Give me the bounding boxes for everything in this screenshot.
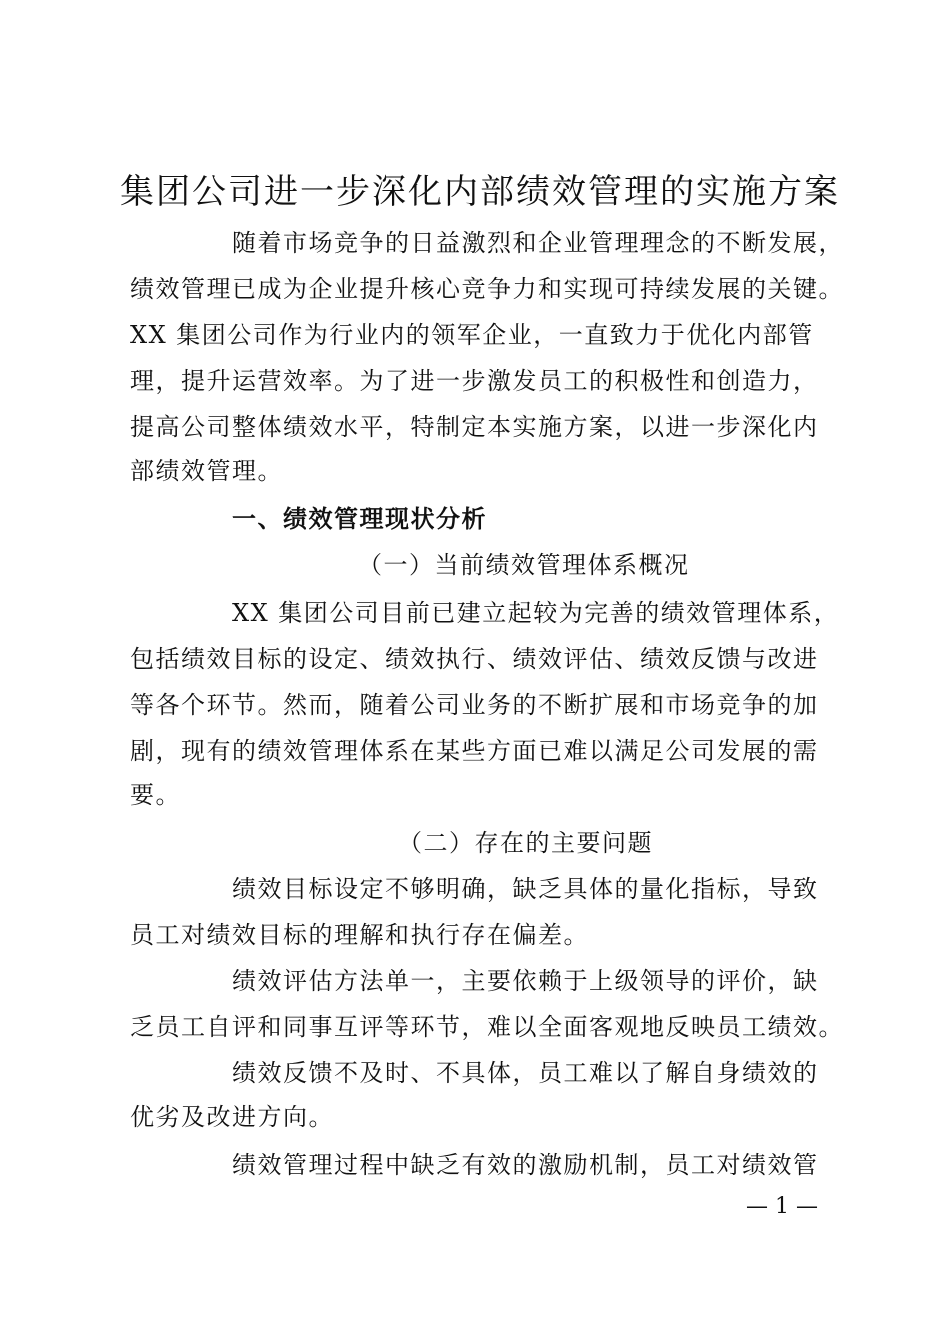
sub2-p1-line-2: 员工对绩效目标的理解和执行存在偏差。	[130, 921, 589, 949]
intro-line-2: 绩效管理已成为企业提升核心竞争力和实现可持续发展的关键。	[130, 275, 844, 303]
intro-line-3: XX 集团公司作为行业内的领军企业，一直致力于优化内部管	[130, 321, 814, 349]
sub2-p3-line-2: 优劣及改进方向。	[130, 1103, 334, 1131]
subsection-heading-2: （二）存在的主要问题	[398, 829, 653, 857]
sub2-p2-line-1: 绩效评估方法单一，主要依赖于上级领导的评价，缺	[232, 967, 819, 995]
sub1-line-3: 等各个环节。然而，随着公司业务的不断扩展和市场竞争的加	[130, 691, 819, 719]
sub1-line-5: 要。	[130, 781, 181, 809]
document-title: 集团公司进一步深化内部绩效管理的实施方案	[120, 172, 840, 212]
section-heading-1: 一、绩效管理现状分析	[232, 505, 487, 533]
sub2-p4-line-1: 绩效管理过程中缺乏有效的激励机制，员工对绩效管	[232, 1151, 819, 1179]
intro-line-4: 理，提升运营效率。为了进一步激发员工的积极性和创造力，	[130, 367, 819, 395]
sub2-p3-line-1: 绩效反馈不及时、不具体，员工难以了解自身绩效的	[232, 1059, 819, 1087]
sub1-line-4: 剧，现有的绩效管理体系在某些方面已难以满足公司发展的需	[130, 737, 819, 765]
intro-line-6: 部绩效管理。	[130, 457, 283, 485]
intro-line-1: 随着市场竞争的日益激烈和企业管理理念的不断发展，	[232, 229, 844, 257]
page-number: — 1 —	[746, 1194, 818, 1219]
sub2-p2-line-2: 乏员工自评和同事互评等环节，难以全面客观地反映员工绩效。	[130, 1013, 844, 1041]
sub2-p1-line-1: 绩效目标设定不够明确，缺乏具体的量化指标，导致	[232, 875, 819, 903]
sub1-line-1: XX 集团公司目前已建立起较为完善的绩效管理体系，	[232, 599, 840, 627]
intro-line-5: 提高公司整体绩效水平，特制定本实施方案，以进一步深化内	[130, 413, 819, 441]
subsection-heading-1: （一）当前绩效管理体系概况	[358, 551, 690, 579]
sub1-line-2: 包括绩效目标的设定、绩效执行、绩效评估、绩效反馈与改进	[130, 645, 819, 673]
